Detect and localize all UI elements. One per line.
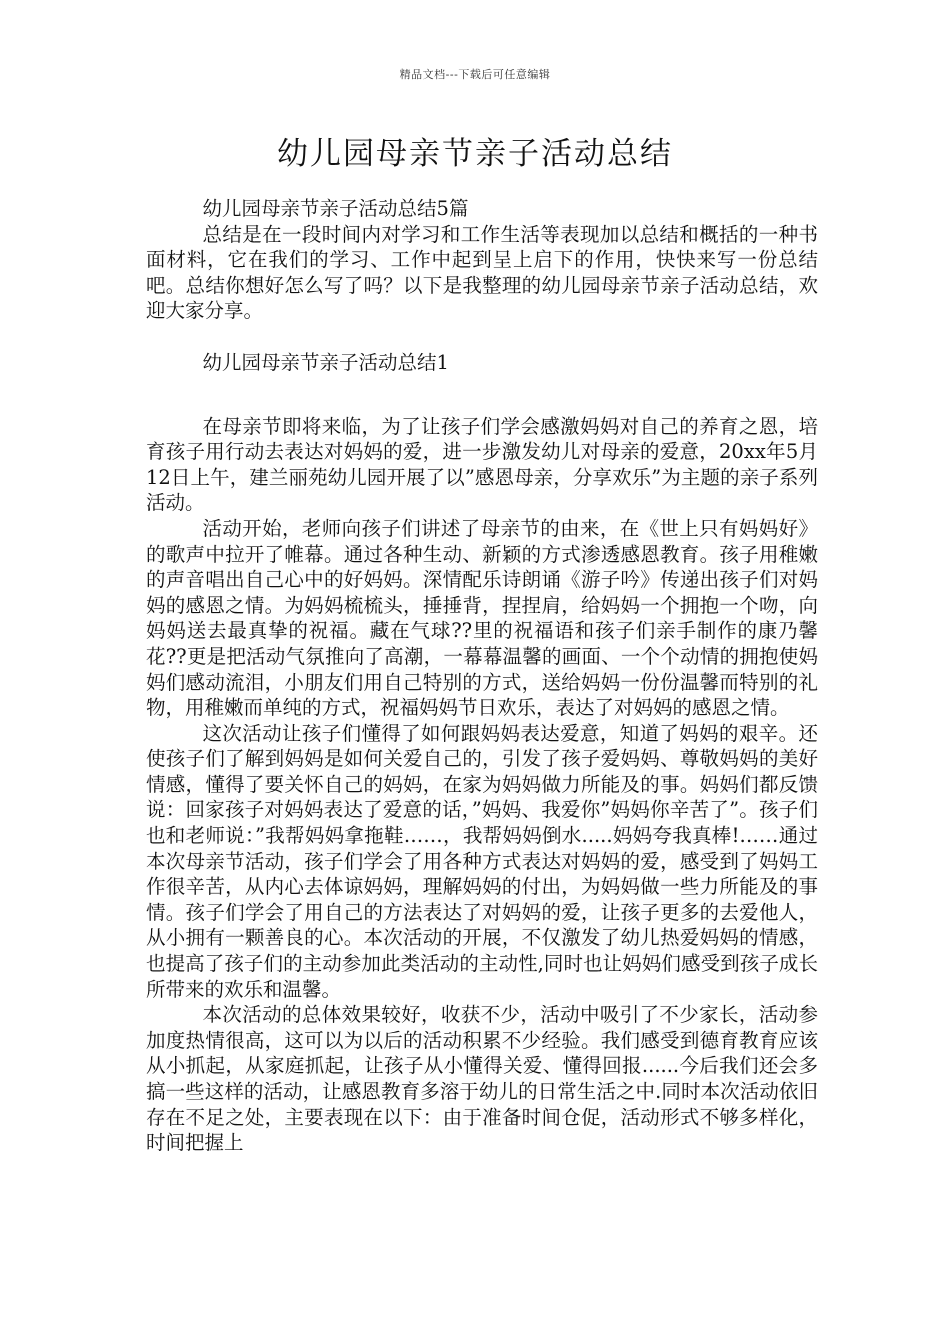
header-note: 精品文档---下载后可任意编辑	[399, 68, 551, 81]
body-paragraph: 活动开始，老师向孩子们讲述了母亲节的由来，在《世上只有妈妈好》的歌声中拉开了帷幕。通过各种生动、新颖的方式渗透感恩教育。孩子用稚嫩的声音唱出自己心中的好妈妈。深情配乐诗朗诵《游子吟》传递出孩子们对妈妈的感恩之情。为妈妈梳梳头，捶捶背，捏捏肩，给妈妈一个拥抱一个吻，向妈妈送去最真挚的祝福。藏在气球??里的祝福语和孩子们亲手制作的康乃馨花??更是把活动气氛推向了高潮，一幕幕温馨的画面、一个个动情的拥抱使妈妈们感动流泪，小朋友们用自己特别的方式，送给妈妈一份份温馨而特别的礼物，用稚嫩而单纯的方式，祝福妈妈节日欢乐，表达了对妈妈的感恩之情。	[146, 516, 818, 720]
subtitle-paragraph: 幼儿园母亲节亲子活动总结5篇	[202, 197, 469, 220]
document-body	[146, 196, 818, 1156]
document-title: 幼儿园母亲节亲子活动总结	[277, 136, 673, 172]
body-paragraph: 这次活动让孩子们懂得了如何跟妈妈表达爱意，知道了妈妈的艰辛。还使孩子们了解到妈妈是如何关爱自己的，引发了孩子爱妈妈、尊敬妈妈的美好情感，懂得了要关怀自己的妈妈，在家为妈妈做力所能及的事。妈妈们都反馈说：回家孩子对妈妈表达了爱意的话，”妈妈、我爱你”妈妈你辛苦了”。孩子们也和老师说：”我帮妈妈拿拖鞋……，我帮妈妈倒水.....妈妈夸我真棒!……通过本次母亲节活动，孩子们学会了用各种方式表达对妈妈的爱，感受到了妈妈工作很辛苦，从内心去体谅妈妈，理解妈妈的付出，为妈妈做一些力所能及的事情。孩子们学会了用自己的方法表达了对妈妈的爱，让孩子更多的去爱他人，从小拥有一颗善良的心。本次活动的开展，不仅激发了幼儿热爱妈妈的情感，也提高了孩子们的主动参加此类活动的主动性,同时也让妈妈们感受到孩子成长所带来的欢乐和温馨。	[146, 721, 818, 1001]
body-paragraph: 在母亲节即将来临，为了让孩子们学会感激妈妈对自己的养育之恩，培育孩子用行动去表达对妈妈的爱，进一步激发幼儿对母亲的爱意，20xx年5月12日上午，建兰丽苑幼儿园开展了以”感恩母亲，分享欢乐”为主题的亲子系列活动。	[146, 414, 818, 515]
section-heading: 幼儿园母亲节亲子活动总结1	[202, 350, 449, 374]
body-paragraph: 本次活动的总体效果较好，收获不少，活动中吸引了不少家长，活动参加度热情很高，这可以为以后的活动积累不少经验。我们感受到德育教育应该从小抓起，从家庭抓起，让孩子从小懂得关爱、懂得回报......今后我们还会多搞一些这样的活动，让感恩教育多溶于幼儿的日常生活之中.同时本次活动依旧存在不足之处，主要表现在以下：由于准备时间仓促，活动形式不够多样化，时间把握上	[146, 1003, 818, 1155]
intro-paragraph: 总结是在一段时间内对学习和工作生活等表现加以总结和概括的一种书面材料，它在我们的学习、工作中起到呈上启下的作用，快快来写一份总结吧。总结你想好怎么写了吗？以下是我整理的幼儿园母亲节亲子活动总结，欢迎大家分享。	[146, 222, 818, 323]
